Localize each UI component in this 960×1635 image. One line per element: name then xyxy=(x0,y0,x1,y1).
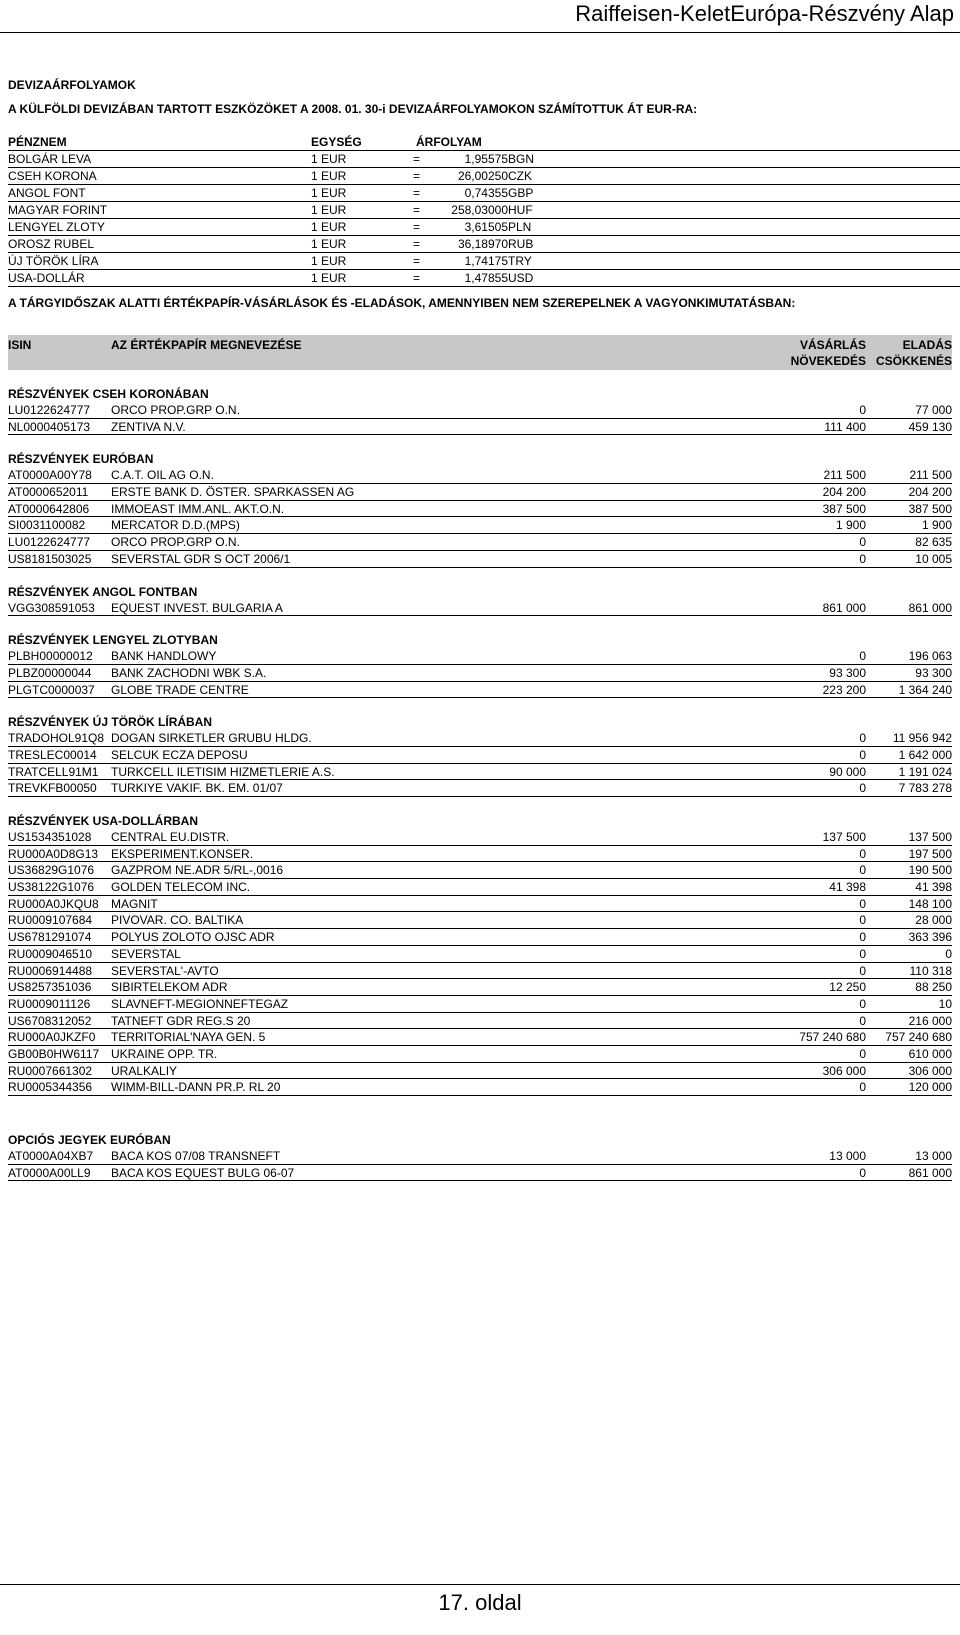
tx-row xyxy=(8,963,952,980)
tx-security-name: EKSPERIMENT.KONSER. xyxy=(111,846,254,861)
fx-code: RUB xyxy=(508,237,534,251)
tx-isin: RU0009046510 xyxy=(8,946,93,961)
tx-section-title: RÉSZVÉNYEK ÚJ TÖRÖK LÍRÁBAN xyxy=(8,715,213,730)
fx-name: MAGYAR FORINT xyxy=(8,203,108,217)
tx-buy-value: 0 xyxy=(859,963,866,978)
tx-section-title: RÉSZVÉNYEK USA-DOLLÁRBAN xyxy=(8,814,199,828)
fx-row xyxy=(8,168,960,185)
tx-isin: LU0122624777 xyxy=(8,403,91,417)
tx-sell-value: 120 000 xyxy=(908,1080,952,1095)
tx-isin: US36829G1076 xyxy=(8,863,95,878)
tx-sell-value: 0 xyxy=(945,946,952,961)
tx-isin: SI0031100082 xyxy=(8,518,86,533)
tx-security-name: TERRITORIAL'NAYA GEN. 5 xyxy=(111,1030,266,1045)
tx-row xyxy=(8,402,952,419)
fx-table xyxy=(8,134,960,287)
tx-security-name: BACA KOS EQUEST BULG 06-07 xyxy=(111,1165,295,1180)
fx-name: CSEH KORONA xyxy=(8,169,97,183)
tx-security-name: GOLDEN TELECOM INC. xyxy=(111,880,251,895)
tx-isin: US6708312052 xyxy=(8,1013,92,1028)
fx-row xyxy=(8,185,960,202)
fx-equals: = xyxy=(413,237,421,251)
tx-row xyxy=(8,912,952,929)
tx-sell-value: 41 398 xyxy=(915,880,952,895)
tx-buy-value: 757 240 680 xyxy=(799,1030,866,1045)
tx-sell-value: 13 000 xyxy=(915,1149,952,1163)
fx-code: PLN xyxy=(508,220,532,234)
tx-sell-value: 10 005 xyxy=(915,551,952,566)
tx-section-title: OPCIÓS JEGYEK EURÓBAN xyxy=(8,1133,171,1147)
tx-buy-value: 0 xyxy=(859,996,866,1011)
fx-equals: = xyxy=(413,169,421,183)
fx-code: BGN xyxy=(508,152,535,166)
tx-sell-value: 190 500 xyxy=(908,863,952,878)
tx-isin: TREVKFB00050 xyxy=(8,781,97,796)
fx-header-row xyxy=(8,134,960,151)
tx-buy-value: 0 xyxy=(859,747,866,762)
tx-section-header xyxy=(8,435,952,467)
tx-section-header xyxy=(8,370,952,402)
tx-row xyxy=(8,896,952,913)
tx-buy-value: 0 xyxy=(859,731,866,746)
tx-sell-value: 757 240 680 xyxy=(885,1030,952,1045)
tx-buy-value: 387 500 xyxy=(822,501,866,516)
tx-buy-value: 0 xyxy=(859,846,866,861)
tx-sell-value: 7 783 278 xyxy=(898,781,952,796)
tx-isin: LU0122624777 xyxy=(8,535,91,550)
tx-header-sell-2: CSÖKKENÉS xyxy=(875,354,952,368)
section-title: DEVIZAÁRFOLYAMOK xyxy=(8,78,136,92)
fx-unit: 1 EUR xyxy=(311,271,347,285)
fx-header-unit: EGYSÉG xyxy=(311,135,362,149)
tx-section-title: RÉSZVÉNYEK LENGYEL ZLOTYBAN xyxy=(8,633,218,648)
fx-row xyxy=(8,202,960,219)
tx-security-name: SLAVNEFT-MEGIONNEFTEGAZ xyxy=(111,996,289,1011)
tx-row xyxy=(8,467,952,484)
tx-security-name: SEVERSTAL xyxy=(111,946,181,961)
tx-security-name: IMMOEAST IMM.ANL. AKT.O.N. xyxy=(111,501,285,516)
fx-unit: 1 EUR xyxy=(311,237,347,251)
tx-isin: AT0000A00Y78 xyxy=(8,468,92,483)
fx-header-name: PÉNZNEM xyxy=(8,135,67,149)
tx-row xyxy=(8,1165,952,1182)
fx-rate: 3,61505 xyxy=(464,220,508,234)
tx-sell-value: 1 642 000 xyxy=(898,747,952,762)
tx-buy-value: 0 xyxy=(859,930,866,945)
tx-isin: VGG308591053 xyxy=(8,600,95,615)
tx-row xyxy=(8,1029,952,1046)
tx-isin: RU0007661302 xyxy=(8,1063,93,1078)
fx-unit: 1 EUR xyxy=(311,203,347,217)
tx-sell-value: 28 000 xyxy=(915,913,952,928)
tx-buy-value: 1 900 xyxy=(835,518,866,533)
tx-buy-value: 0 xyxy=(859,1046,866,1061)
tx-isin: PLGTC0000037 xyxy=(8,682,95,697)
tx-header-buy-1: VÁSÁRLÁS xyxy=(799,338,866,352)
tx-header-name: AZ ÉRTÉKPAPÍR MEGNEVEZÉSE xyxy=(111,338,302,352)
tx-isin: TRATCELL91M1 xyxy=(8,764,99,779)
tx-buy-value: 12 250 xyxy=(829,980,866,995)
fx-rate: 258,03000 xyxy=(451,203,508,217)
tx-isin: US1534351028 xyxy=(8,830,92,844)
tx-buy-value: 0 xyxy=(859,1165,866,1180)
tx-buy-value: 137 500 xyxy=(822,830,866,844)
tx-sell-value: 110 318 xyxy=(909,963,952,978)
tx-security-name: ORCO PROP.GRP O.N. xyxy=(111,403,240,417)
tx-buy-value: 90 000 xyxy=(829,764,866,779)
fx-equals: = xyxy=(413,203,421,217)
tx-isin: TRESLEC00014 xyxy=(8,747,97,762)
tx-row xyxy=(8,862,952,879)
tx-intro: A TÁRGYIDŐSZAK ALATTI ÉRTÉKPAPÍR-VÁSÁRLÁSOK ÉS -ELADÁSOK, AMENNYIBEN NEM SZEREPELNEK A VAGYONKIMUTATÁSBAN: xyxy=(8,296,796,310)
tx-buy-value: 0 xyxy=(859,1013,866,1028)
tx-sell-value: 1 191 024 xyxy=(898,764,952,779)
fx-code: CZK xyxy=(508,169,532,183)
tx-security-name: SELCUK ECZA DEPOSU xyxy=(111,747,248,762)
fx-code: USD xyxy=(508,271,534,285)
tx-isin: RU0009107684 xyxy=(8,913,93,928)
tx-header-row xyxy=(8,335,952,370)
tx-row xyxy=(8,419,952,436)
tx-row xyxy=(8,665,952,682)
fx-equals: = xyxy=(413,186,421,200)
tx-buy-value: 111 400 xyxy=(824,419,866,434)
tx-buy-value: 41 398 xyxy=(829,880,866,895)
fx-equals: = xyxy=(413,152,421,166)
tx-security-name: ORCO PROP.GRP O.N. xyxy=(111,535,240,550)
tx-buy-value: 211 500 xyxy=(823,468,866,483)
tx-buy-value: 223 200 xyxy=(822,682,866,697)
tx-row xyxy=(8,551,952,568)
tx-buy-value: 306 000 xyxy=(822,1063,866,1078)
tx-buy-value: 93 300 xyxy=(829,665,866,680)
tx-buy-value: 0 xyxy=(859,649,866,664)
tx-sell-value: 459 130 xyxy=(908,419,952,434)
document-header-title: Raiffeisen-KeletEurópa-Részvény Alap xyxy=(575,1,954,26)
fx-rate: 1,74175 xyxy=(464,254,508,268)
tx-isin: US6781291074 xyxy=(8,930,92,945)
tx-row xyxy=(8,534,952,551)
tx-isin: AT0000642806 xyxy=(8,501,90,516)
tx-row xyxy=(8,517,952,534)
footer-rule xyxy=(0,1584,960,1585)
header-rule xyxy=(0,32,960,33)
fx-code: GBP xyxy=(508,186,534,200)
tx-row xyxy=(8,1148,952,1165)
tx-security-name: MAGNIT xyxy=(111,896,158,911)
fx-rate: 1,95575 xyxy=(464,152,508,166)
tx-security-name: CENTRAL EU.DISTR. xyxy=(111,830,230,844)
fx-row xyxy=(8,219,960,236)
tx-row xyxy=(8,501,952,518)
tx-security-name: POLYUS ZOLOTO OJSC ADR xyxy=(111,930,275,945)
fx-unit: 1 EUR xyxy=(311,169,347,183)
tx-buy-value: 0 xyxy=(859,946,866,961)
tx-buy-value: 0 xyxy=(859,896,866,911)
fx-row xyxy=(8,270,960,287)
tx-security-name: DOGAN SIRKETLER GRUBU HLDG. xyxy=(111,731,312,746)
tx-section-title: RÉSZVÉNYEK CSEH KORONÁBAN xyxy=(8,387,209,401)
tx-security-name: ERSTE BANK D. ÖSTER. SPARKASSEN AG xyxy=(111,485,355,500)
tx-sell-value: 1 364 240 xyxy=(898,682,952,697)
tx-row xyxy=(8,1063,952,1080)
tx-security-name: WIMM-BILL-DANN PR.P. RL 20 xyxy=(111,1080,281,1095)
tx-isin: RU000A0JKQU8 xyxy=(8,896,99,911)
fx-rate: 0,74355 xyxy=(464,186,508,200)
tx-sell-value: 610 000 xyxy=(908,1046,952,1061)
tx-isin: AT0000652011 xyxy=(8,485,89,500)
tx-row xyxy=(8,846,952,863)
tx-row xyxy=(8,747,952,764)
fx-name: BOLGÁR LEVA xyxy=(8,152,92,166)
tx-section-header xyxy=(8,616,952,648)
tx-security-name: TATNEFT GDR REG.S 20 xyxy=(111,1013,251,1028)
tx-security-name: TURKIYE VAKIF. BK. EM. 01/07 xyxy=(111,781,283,796)
fx-name: OROSZ RUBEL xyxy=(8,237,95,251)
fx-intro: A KÜLFÖLDI DEVIZÁBAN TARTOTT ESZKÖZÖKET A 2008. 01. 30-i DEVIZAÁRFOLYAMOKON SZÁMÍTOTTUK ÁT EUR-RA: xyxy=(8,102,698,116)
tx-sell-value: 10 xyxy=(938,996,952,1011)
fx-unit: 1 EUR xyxy=(311,186,347,200)
tx-isin: RU000A0D8G13 xyxy=(8,846,99,861)
fx-rate: 26,00250 xyxy=(457,169,508,183)
tx-isin: GB00B0HW6117 xyxy=(8,1046,100,1061)
tx-sell-value: 197 500 xyxy=(908,846,952,861)
tx-isin: RU0005344356 xyxy=(8,1080,93,1095)
fx-equals: = xyxy=(413,271,421,285)
tx-section-header xyxy=(8,1096,952,1148)
tx-security-name: MERCATOR D.D.(MPS) xyxy=(111,518,240,533)
fx-name: USA-DOLLÁR xyxy=(8,271,85,285)
tx-section-title: RÉSZVÉNYEK EURÓBAN xyxy=(8,452,154,467)
tx-isin: PLBH00000012 xyxy=(8,649,93,664)
fx-name: ÚJ TÖRÖK LÍRA xyxy=(8,254,99,268)
tx-row xyxy=(8,730,952,747)
tx-row xyxy=(8,484,952,501)
tx-security-name: C.A.T. OIL AG O.N. xyxy=(111,468,214,483)
fx-rate: 36,18970 xyxy=(457,237,508,251)
fx-name: ANGOL FONT xyxy=(8,186,86,200)
tx-sell-value: 363 396 xyxy=(908,930,952,945)
tx-buy-value: 0 xyxy=(859,535,866,550)
tx-row xyxy=(8,600,952,617)
tx-row xyxy=(8,879,952,896)
tx-buy-value: 861 000 xyxy=(822,600,866,615)
tx-row xyxy=(8,764,952,781)
tx-buy-value: 13 000 xyxy=(829,1149,866,1163)
tx-sell-value: 216 000 xyxy=(908,1013,952,1028)
tx-buy-value: 0 xyxy=(859,403,866,417)
tx-sell-value: 861 000 xyxy=(908,1165,952,1180)
tx-security-name: EQUEST INVEST. BULGARIA A xyxy=(111,600,283,615)
tx-sell-value: 204 200 xyxy=(908,485,952,500)
tx-security-name: BANK ZACHODNI WBK S.A. xyxy=(111,665,267,680)
transactions-table xyxy=(8,335,952,1181)
tx-isin: US8257351036 xyxy=(8,980,92,995)
tx-section-title: RÉSZVÉNYEK ANGOL FONTBAN xyxy=(8,584,198,599)
tx-row xyxy=(8,979,952,996)
tx-sell-value: 1 900 xyxy=(921,518,952,533)
tx-buy-value: 0 xyxy=(859,1080,866,1095)
tx-security-name: URALKALIY xyxy=(111,1063,178,1078)
tx-sell-value: 148 100 xyxy=(908,896,952,911)
tx-isin: US8181503025 xyxy=(8,551,92,566)
tx-row xyxy=(8,829,952,846)
tx-row xyxy=(8,1046,952,1063)
tx-sell-value: 93 300 xyxy=(915,665,952,680)
fx-code: HUF xyxy=(508,203,533,217)
tx-buy-value: 0 xyxy=(859,913,866,928)
tx-isin: US38122G1076 xyxy=(8,880,95,895)
tx-sell-value: 82 635 xyxy=(915,535,952,550)
fx-rate: 1,47855 xyxy=(464,271,508,285)
tx-sell-value: 211 500 xyxy=(909,468,952,483)
tx-security-name: TURKCELL ILETISIM HIZMETLERIE A.S. xyxy=(111,764,335,779)
tx-row xyxy=(8,1079,952,1096)
fx-unit: 1 EUR xyxy=(311,152,347,166)
tx-isin: AT0000A00LL9 xyxy=(8,1165,91,1180)
fx-row xyxy=(8,151,960,168)
tx-sell-value: 88 250 xyxy=(915,980,952,995)
fx-equals: = xyxy=(413,254,421,268)
tx-row xyxy=(8,648,952,665)
tx-buy-value: 0 xyxy=(859,551,866,566)
tx-security-name: GLOBE TRADE CENTRE xyxy=(111,682,249,697)
tx-section-header xyxy=(8,698,952,730)
tx-header-isin: ISIN xyxy=(8,338,32,352)
tx-security-name: BACA KOS 07/08 TRANSNEFT xyxy=(111,1149,281,1163)
tx-isin: RU0009011126 xyxy=(8,996,91,1011)
tx-sell-value: 306 000 xyxy=(908,1063,952,1078)
tx-row xyxy=(8,780,952,797)
tx-sell-value: 861 000 xyxy=(908,600,952,615)
tx-security-name: SIBIRTELEKOM ADR xyxy=(111,980,228,995)
fx-unit: 1 EUR xyxy=(311,220,347,234)
fx-unit: 1 EUR xyxy=(311,254,347,268)
tx-isin: RU0006914488 xyxy=(8,963,93,978)
page-number: 17. oldal xyxy=(438,1590,522,1615)
tx-isin: RU000A0JKZF0 xyxy=(8,1030,96,1045)
tx-header-buy-2: NÖVEKEDÉS xyxy=(790,354,866,368)
tx-isin: TRADOHOL91Q8 xyxy=(8,731,105,746)
fx-equals: = xyxy=(413,220,421,234)
tx-sell-value: 11 956 942 xyxy=(892,731,952,746)
tx-buy-value: 0 xyxy=(859,781,866,796)
tx-header-sell-1: ELADÁS xyxy=(902,338,952,352)
tx-security-name: GAZPROM NE.ADR 5/RL-,0016 xyxy=(111,863,284,878)
tx-section-header xyxy=(8,568,952,600)
tx-sell-value: 387 500 xyxy=(908,501,952,516)
tx-security-name: SEVERSTAL'-AVTO xyxy=(111,963,219,978)
fx-name: LENGYEL ZLOTY xyxy=(8,220,105,234)
fx-header-rate: ÁRFOLYAM xyxy=(416,135,482,149)
fx-row xyxy=(8,236,960,253)
tx-row xyxy=(8,1013,952,1030)
tx-sell-value: 137 500 xyxy=(908,830,952,844)
tx-row xyxy=(8,996,952,1013)
tx-isin: NL0000405173 xyxy=(8,419,91,434)
tx-section-header xyxy=(8,797,952,829)
tx-security-name: ZENTIVA N.V. xyxy=(111,419,186,434)
tx-row xyxy=(8,682,952,699)
tx-security-name: BANK HANDLOWY xyxy=(111,649,217,664)
tx-isin: PLBZ00000044 xyxy=(8,665,92,680)
tx-security-name: UKRAINE OPP. TR. xyxy=(111,1046,218,1061)
tx-sell-value: 77 000 xyxy=(915,403,952,417)
fx-row xyxy=(8,253,960,270)
tx-sell-value: 196 063 xyxy=(908,649,952,664)
tx-security-name: PIVOVAR. CO. BALTIKA xyxy=(111,913,244,928)
tx-security-name: SEVERSTAL GDR S OCT 2006/1 xyxy=(111,551,291,566)
tx-row xyxy=(8,929,952,946)
tx-isin: AT0000A04XB7 xyxy=(8,1149,94,1163)
tx-buy-value: 0 xyxy=(859,863,866,878)
fx-code: TRY xyxy=(508,254,532,268)
tx-row xyxy=(8,946,952,963)
tx-buy-value: 204 200 xyxy=(822,485,866,500)
